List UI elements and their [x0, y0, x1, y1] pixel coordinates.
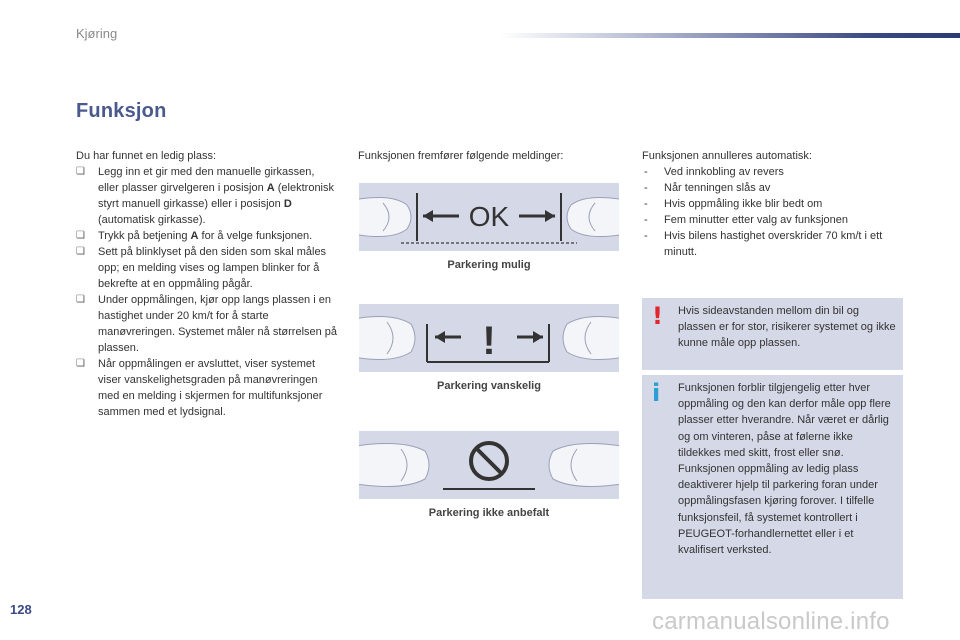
warning-note: ! Hvis sideavstanden mellom din bil og plassen er for stor, risikerer systemet og ikke kunne måle opp plassen. [642, 298, 903, 370]
checkbox-bullet-icon: ❏ [76, 230, 85, 241]
cancellation-intro: Funksjonen annulleres automatisk: [642, 150, 812, 162]
messages-intro: Funksjonen fremfører følgende meldinger: [358, 150, 564, 162]
info-note: i Funksjonen forblir tilgjengelig etter hver oppmåling og den kan derfor måle opp flere plasser etter hverandre. Når været er dårlig og om vinteren, påse at følerne ikke tildekkes med skitt, frost eller snø. Funksjonen oppmåling av ledig plass deaktiverer hjelp til parkering foran under oppmålingsfasen kjøring forover. I tilfelle funksjonsfeil, få systemet kontrollert i PEUGEOT-forhandlernettet eller i et kvalifisert verksted. [642, 375, 903, 599]
parking-possible-illustration [359, 183, 619, 251]
list-item: - Hvis oppmåling ikke blir bedt om [644, 198, 823, 210]
instructions-column [76, 148, 338, 420]
list-item: ❏ Legg inn et gir med den manuelle girkassen, eller plasser girvelgeren i posisjon A (elektronisk styrt manuell girkasse) eller i posisjon D (automatisk girkasse). [76, 166, 334, 226]
instructions-intro: Du har funnet en ledig plass: [76, 150, 217, 162]
watermark: carmanualsonline.info [652, 608, 890, 635]
list-item: - Ved innkobling av revers [644, 166, 784, 178]
scene-caption: Parkering mulig [447, 259, 531, 271]
car-icon [359, 197, 411, 236]
car-icon [359, 316, 415, 359]
car-icon [549, 443, 619, 486]
car-icon [567, 197, 619, 236]
section-label: Kjøring [76, 26, 118, 41]
info-icon: i [652, 379, 661, 407]
checkbox-bullet-icon: ❏ [76, 358, 85, 369]
car-icon [563, 316, 619, 359]
car-icon [359, 443, 429, 486]
parking-not-recommended-illustration [359, 431, 619, 499]
page-number: 128 [10, 602, 32, 617]
scene-caption: Parkering ikke anbefalt [428, 507, 550, 519]
ok-sign: OK [468, 201, 510, 232]
scene-caption: Parkering vanskelig [437, 380, 541, 392]
parking-difficult-illustration [359, 304, 619, 372]
list-item: ❏ Sett på blinklyset på den siden som skal måles opp; en melding vises og lampen blinker for å bekrefte at en oppmåling pågår. [76, 246, 327, 290]
list-item: ❏ Når oppmålingen er avsluttet, viser systemet viser vanskelighetsgraden på manøvreringen med en melding i skjermen for multifunksjoner sammen med et lydsignal. [76, 358, 323, 418]
list-item: ❏ Under oppmålingen, kjør opp langs plassen i en hastighet under 20 km/t for å starte manøvreringen. Systemet måler nå størrelsen på plassen. [76, 294, 338, 354]
exclamation-icon: ! [652, 302, 663, 330]
list-item: - Når tenningen slås av [644, 182, 771, 194]
list-item: - Hvis bilens hastighet overskrider 70 km/t i ett minutt. [644, 230, 883, 258]
header-gradient-bar [500, 33, 960, 38]
checkbox-bullet-icon: ❏ [76, 246, 85, 257]
exclamation-sign: ! [482, 319, 496, 363]
list-item: ❏ Trykk på betjening A for å velge funksjonen. [76, 230, 313, 242]
page-title: Funksjon [76, 100, 167, 122]
checkbox-bullet-icon: ❏ [76, 294, 85, 305]
cancellation-column [642, 148, 902, 260]
prohibited-icon [471, 443, 507, 479]
list-item: - Fem minutter etter valg av funksjonen [644, 214, 849, 226]
checkbox-bullet-icon: ❏ [76, 166, 85, 177]
